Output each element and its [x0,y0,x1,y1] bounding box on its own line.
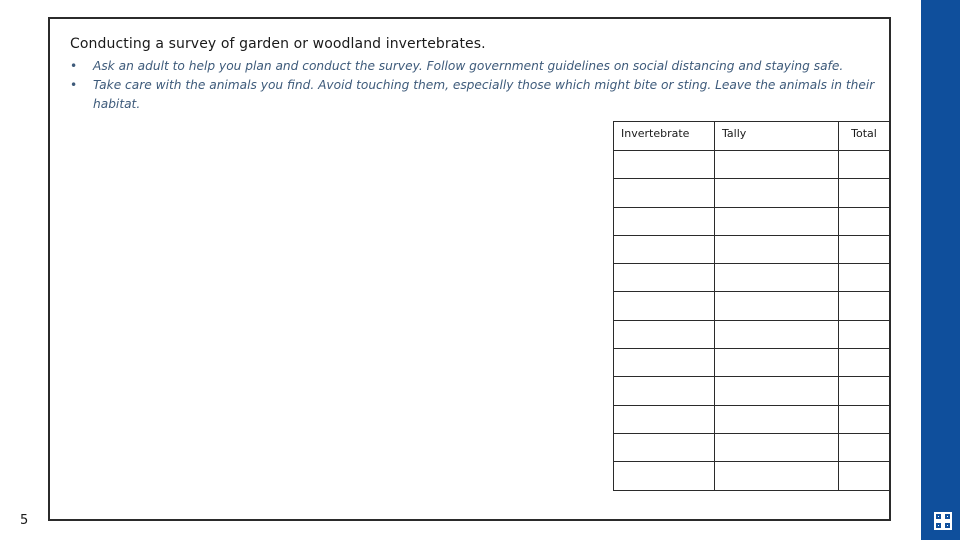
tally-cell[interactable] [715,349,839,377]
total-cell[interactable] [839,349,890,377]
tally-cell[interactable] [715,207,839,235]
tally-cell[interactable] [715,179,839,207]
invertebrate-cell[interactable] [614,405,715,433]
total-cell[interactable] [839,433,890,461]
invertebrate-cell[interactable] [614,349,715,377]
slide-title: Conducting a survey of garden or woodland invertebrates. [70,36,486,52]
total-cell[interactable] [839,235,890,263]
invertebrate-cell[interactable] [614,377,715,405]
invertebrate-cell[interactable] [614,292,715,320]
table-row [614,320,890,348]
total-cell[interactable] [839,264,890,292]
invertebrate-cell[interactable] [614,462,715,490]
bullet-marker: • [70,59,78,73]
total-cell[interactable] [839,405,890,433]
header-total: Total [839,122,890,151]
table-row [614,151,890,179]
table-row [614,405,890,433]
tally-cell[interactable] [715,462,839,490]
total-cell[interactable] [839,462,890,490]
brand-logo-icon [931,509,955,533]
table-row [614,462,890,490]
table-row [614,433,890,461]
table-row [614,207,890,235]
bullet-marker: • [70,78,78,92]
invertebrate-cell[interactable] [614,320,715,348]
total-cell[interactable] [839,179,890,207]
total-cell[interactable] [839,292,890,320]
instruction-item [70,57,885,76]
total-cell[interactable] [839,377,890,405]
instruction-list [70,57,885,114]
instruction-text: Take care with the animals you find. Avoid touching them, especially those which might bite or sting. Leave the animals in their habitat. [93,78,875,111]
total-cell[interactable] [839,320,890,348]
tally-cell[interactable] [715,235,839,263]
total-cell[interactable] [839,151,890,179]
tally-cell[interactable] [715,320,839,348]
brand-sidebar [921,0,960,540]
table-row [614,235,890,263]
header-invertebrate: Invertebrate [614,122,715,151]
invertebrate-cell[interactable] [614,235,715,263]
invertebrate-cell[interactable] [614,264,715,292]
invertebrate-cell[interactable] [614,179,715,207]
survey-tally-table [613,121,890,491]
tally-cell[interactable] [715,433,839,461]
page-number: 5 [20,513,29,528]
table-row [614,349,890,377]
instruction-item [70,76,885,114]
table-row [614,377,890,405]
tally-cell[interactable] [715,292,839,320]
instruction-text: Ask an adult to help you plan and conduct the survey. Follow government guidelines on social distancing and staying safe. [93,59,844,73]
table-row [614,264,890,292]
table-row [614,292,890,320]
header-tally: Tally [715,122,839,151]
invertebrate-cell[interactable] [614,433,715,461]
tally-cell[interactable] [715,151,839,179]
tally-cell[interactable] [715,405,839,433]
total-cell[interactable] [839,207,890,235]
invertebrate-cell[interactable] [614,151,715,179]
tally-cell[interactable] [715,264,839,292]
table-header-row [614,122,890,151]
invertebrate-cell[interactable] [614,207,715,235]
table-body [614,151,890,491]
table-row [614,179,890,207]
tally-cell[interactable] [715,377,839,405]
